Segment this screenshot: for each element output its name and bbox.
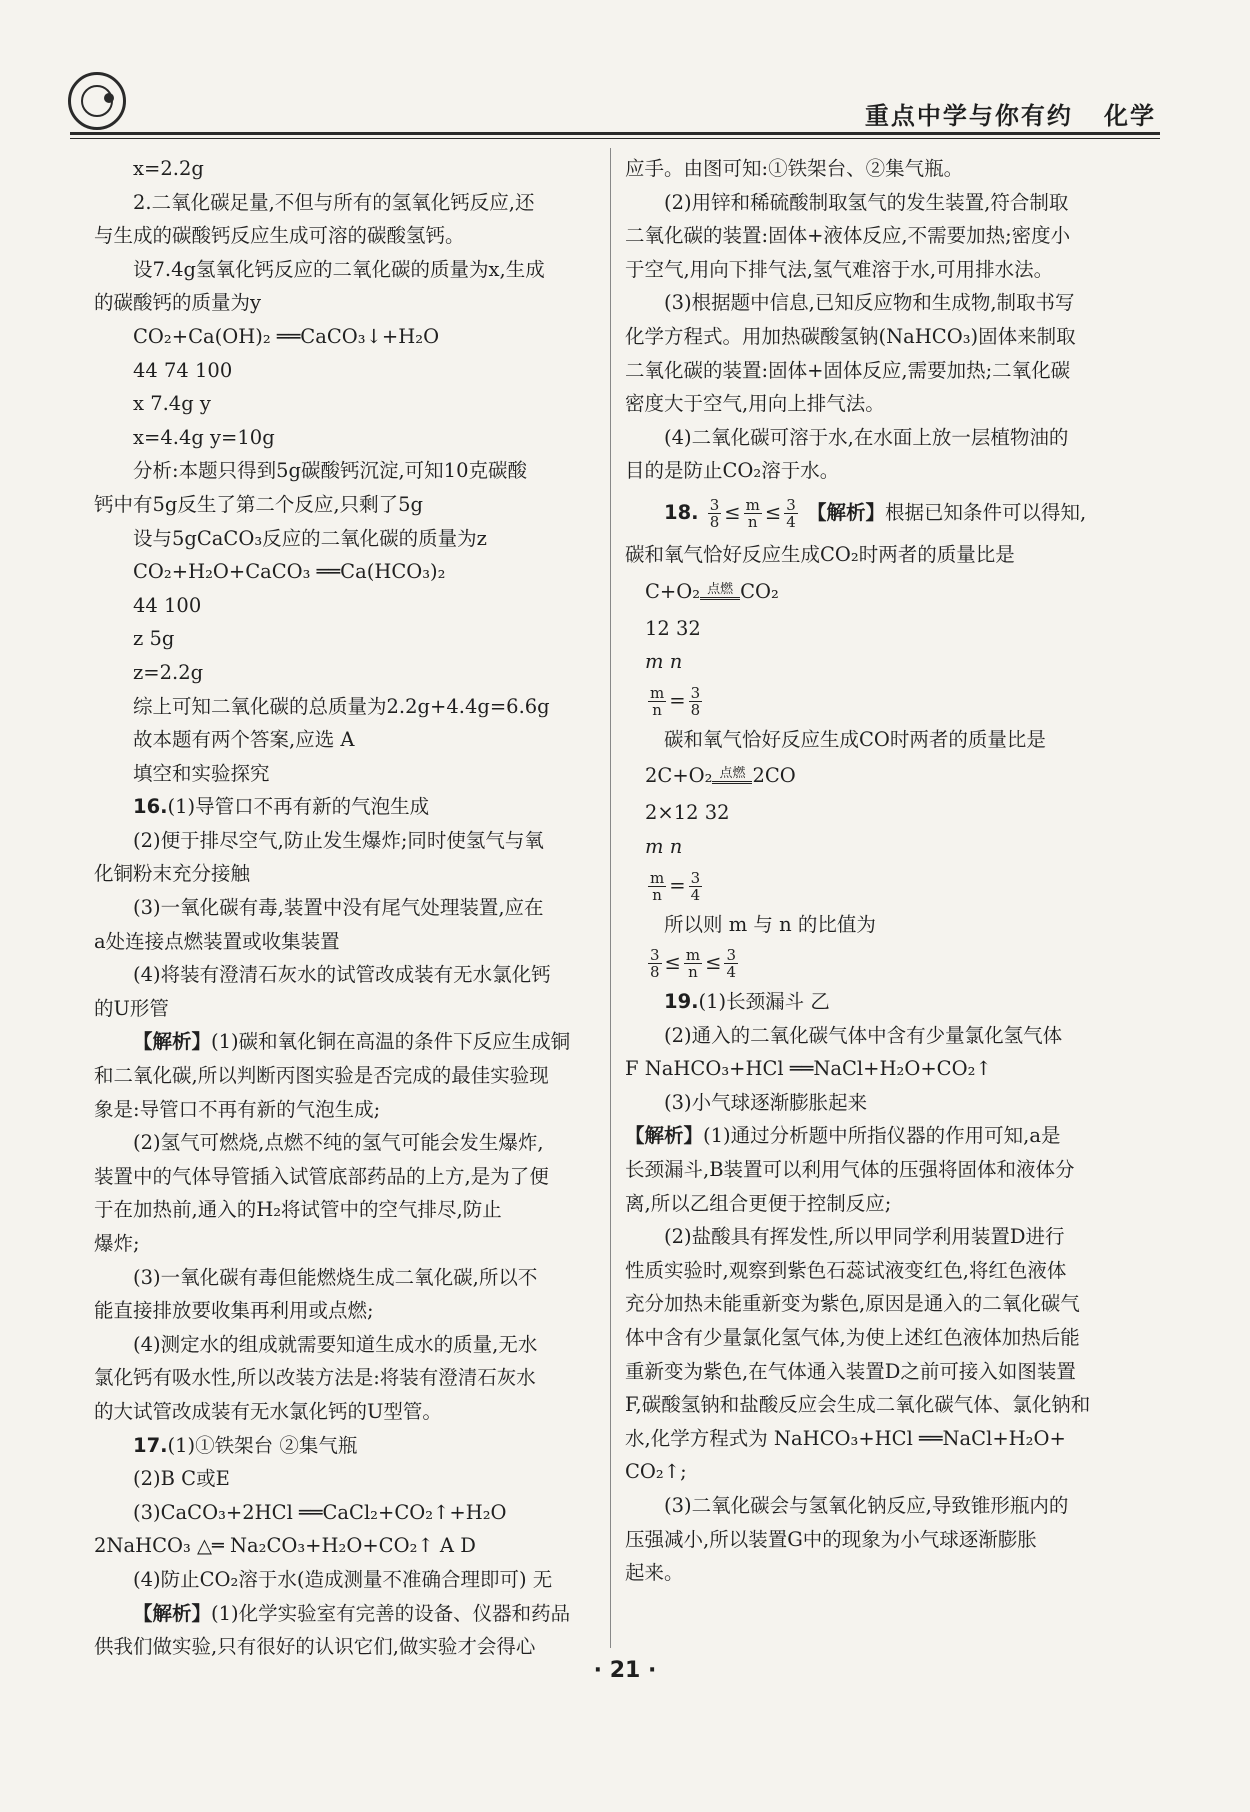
text-line: (4)防止CO₂溶于水(造成测量不准确合理即可) 无 (133, 1567, 553, 1591)
header-rule-thick (70, 132, 1160, 135)
fraction: $\frac{m}{n}$ (745, 495, 760, 531)
text-line: (4)测定水的组成就需要知道生成水的质量,无水 (133, 1332, 538, 1356)
equation: 2C+O₂ 点燃 2CO (645, 764, 796, 788)
variable-row: m n (645, 834, 683, 858)
text-line: 水,化学方程式为 NaHCO₃+HCl ══NaCl+H₂O+ (625, 1426, 1066, 1450)
text-line: (2)通入的二氧化碳气体中含有少量氯化氢气体 (664, 1023, 1063, 1047)
text-line: 分析:本题只得到5g碳酸钙沉淀,可知10克碳酸 (133, 459, 527, 483)
text-line: 二氧化碳的装置:固体+液体反应,不需要加热;密度小 (625, 224, 1071, 248)
text-line: z 5g (133, 627, 175, 651)
page-number: · 21 · (593, 1658, 657, 1683)
text-line: 钙中有5g反生了第二个反应,只剩了5g (94, 492, 423, 516)
text-line: 象是:导管口不再有新的气泡生成; (94, 1097, 381, 1121)
text-line: x 7.4g y (133, 392, 211, 416)
mass-row: 2×12 32 (645, 801, 730, 825)
question-number: 17. (133, 1433, 168, 1457)
text-line: (3)小气球逐渐膨胀起来 (664, 1090, 868, 1114)
text-line: 44 100 (133, 593, 202, 617)
text-line: 的碳酸钙的质量为y (94, 291, 262, 315)
text-line: 爆炸; (94, 1232, 140, 1255)
text-line: CO₂↑; (625, 1460, 687, 1484)
analysis-label: 【解析】 (133, 1601, 212, 1625)
text-line: 于在加热前,通入的H₂将试管中的空气排尽,防止 (94, 1198, 502, 1222)
text-line: CO₂+Ca(OH)₂ ══CaCO₃↓+H₂O (133, 324, 440, 348)
text-line: 碳和氧气恰好反应生成CO₂时两者的质量比是 (625, 542, 1015, 566)
column-divider (610, 148, 611, 1648)
text-line: 长颈漏斗,B装置可以利用气体的压强将固体和液体分 (625, 1158, 1075, 1182)
text-line: (3)二氧化碳会与氢氧化钠反应,导致锥形瓶内的 (664, 1494, 1069, 1517)
text-line: a处连接点燃装置或收集装置 (94, 929, 340, 953)
text-line: 44 74 100 (133, 358, 233, 382)
text-line: F NaHCO₃+HCl ══NaCl+H₂O+CO₂↑ (625, 1057, 992, 1081)
left-column (94, 152, 598, 1664)
ratio-equation: $\frac{m}{n}$ = $\frac{3}{8}$ (650, 683, 701, 719)
fraction: $\frac{3}{8}$ (709, 495, 720, 531)
text-line: 根据已知条件可以得知, (884, 500, 1087, 524)
analysis-line: 【解析】(1)通过分析题中所指仪器的作用可知,a是 (625, 1124, 1061, 1148)
text-line: 2.二氧化碳足量,不但与所有的氢氧化钙反应,还 (133, 190, 535, 214)
text-line: 压强减小,所以装置G中的现象为小气球逐渐膨胀 (625, 1527, 1037, 1551)
text-line: 供我们做实验,只有很好的认识它们,做实验才会得心 (94, 1635, 536, 1659)
text-line: 装置中的气体导管插入试管底部药品的上方,是为了便 (94, 1164, 549, 1188)
text-line: 2NaHCO₃ △═ Na₂CO₃+H₂O+CO₂↑ A D (94, 1534, 476, 1558)
reaction-condition: 点燃 (700, 583, 740, 602)
analysis-label: 【解析】 (625, 1124, 704, 1148)
text-line: 目的是防止CO₂溶于水。 (625, 459, 840, 483)
fraction: $\frac{3}{4}$ (786, 495, 796, 531)
text-line: 起来。 (625, 1561, 684, 1585)
text-line: x=4.4g y=10g (133, 425, 275, 449)
text-line: 重新变为紫色,在气体通入装置D之前可接入如图装置 (625, 1359, 1076, 1383)
ratio-range: $\frac{3}{8}$ ≤ $\frac{m}{n}$ ≤ $\frac{3}{4}$ (650, 946, 737, 982)
equation: C+O₂ 点燃 CO₂ (645, 579, 779, 603)
text-line: (3)根据题中信息,已知反应物和生成物,制取书写 (664, 291, 1075, 315)
text-line: 充分加热未能重新变为紫色,原因是通入的二氧化碳气 (625, 1292, 1080, 1316)
analysis-line: 【解析】(1)化学实验室有完善的设备、仪器和药品 (133, 1601, 571, 1625)
text-line: 离,所以乙组合更便于控制反应; (625, 1191, 892, 1215)
text-line: (3)一氧化碳有毒但能燃烧生成二氧化碳,所以不 (133, 1265, 538, 1289)
reaction-condition: 点燃 (712, 767, 752, 786)
text-line: (2)B C或E (133, 1467, 230, 1491)
text-line: 的大试管改成装有无水氯化钙的U型管。 (94, 1399, 442, 1423)
question-answer-line: 16.(1)导管口不再有新的气泡生成 (133, 795, 430, 819)
text-line: 体中含有少量氯化氢气体,为使上述红色液体加热后能 (625, 1326, 1080, 1350)
text-line: 的U形管 (94, 996, 169, 1020)
q18-number: 18. (664, 500, 699, 524)
text-line: (2)用锌和稀硫酸制取氢气的发生装置,符合制取 (664, 190, 1069, 214)
text-line: CO₂+H₂O+CaCO₃ ══Ca(HCO₃)₂ (133, 560, 446, 584)
text-line: 化学方程式。用加热碳酸氢钠(NaHCO₃)固体来制取 (625, 324, 1076, 348)
text-line: x=2.2g (133, 157, 204, 180)
text-line: 碳和氧气恰好反应生成CO时两者的质量比是 (664, 727, 1046, 751)
publisher-logo-icon (68, 72, 126, 130)
right-column (625, 152, 1149, 1590)
text-line: (4)二氧化碳可溶于水,在水面上放一层植物油的 (664, 425, 1069, 449)
text-line: (3)CaCO₃+2HCl ══CaCl₂+CO₂↑+H₂O (133, 1500, 507, 1524)
text-line: 应手。由图可知:①铁架台、②集气瓶。 (625, 157, 964, 180)
header-rule-thin (70, 138, 1160, 139)
text-line: (2)盐酸具有挥发性,所以甲同学利用装置D进行 (664, 1225, 1065, 1249)
text-line: 密度大于空气,用向上排气法。 (625, 392, 885, 416)
text-line: 综上可知二氧化碳的总质量为2.2g+4.4g=6.6g (133, 694, 550, 718)
text-line: (2)便于排尽空气,防止发生爆炸;同时使氢气与氧 (133, 828, 544, 852)
variable-row: m n (645, 650, 683, 674)
analysis-label: 【解析】 (806, 500, 885, 524)
text-line: 所以则 m 与 n 的比值为 (664, 912, 876, 936)
text-line: 能直接排放要收集再利用或点燃; (94, 1299, 374, 1323)
mass-row: 12 32 (645, 616, 701, 640)
text-line: 故本题有两个答案,应选 A (133, 728, 355, 752)
text-line: F,碳酸氢钠和盐酸反应会生成二氧化碳气体、氯化钠和 (625, 1393, 1091, 1417)
text-line: 于空气,用向下排气法,氢气难溶于水,可用排水法。 (625, 257, 1054, 281)
text-line: 二氧化碳的装置:固体+固体反应,需要加热;二氧化碳 (625, 358, 1071, 382)
analysis-label: 【解析】 (133, 1030, 212, 1054)
text-line: 设与5gCaCO₃反应的二氧化碳的质量为z (133, 526, 487, 550)
question-answer-line: 19.(1)长颈漏斗 乙 (664, 990, 830, 1014)
question-number: 16. (133, 795, 168, 819)
text-line: 和二氧化碳,所以判断丙图实验是否完成的最佳实验现 (94, 1064, 549, 1088)
text-line: 与生成的碳酸钙反应生成可溶的碳酸氢钙。 (94, 224, 465, 248)
text-line: 性质实验时,观察到紫色石蕊试液变红色,将红色液体 (625, 1258, 1067, 1282)
text-line: (3)一氧化碳有毒,装置中没有尾气处理装置,应在 (133, 896, 544, 920)
text-line: 化铜粉末充分接触 (94, 862, 251, 886)
analysis-line: 【解析】(1)碳和氧化铜在高温的条件下反应生成铜 (133, 1030, 571, 1054)
ratio-equation: $\frac{m}{n}$ = $\frac{3}{4}$ (650, 868, 701, 904)
q18-answer-line: 18. $\frac{3}{8}$ ≤ $\frac{m}{n}$ ≤ $\frac{3}{4}$ 【解析】根据已知条件可以得知, (664, 495, 1087, 531)
text-line: (2)氢气可燃烧,点燃不纯的氢气可能会发生爆炸, (133, 1131, 544, 1155)
header-title: 重点中学与你有约 化学 (864, 102, 1156, 130)
text-line: (4)将装有澄清石灰水的试管改成装有无水氯化钙 (133, 963, 551, 987)
text-line: 填空和实验探究 (133, 761, 270, 785)
text-line: z=2.2g (133, 660, 204, 684)
question-number: 19. (664, 990, 699, 1014)
text-line: 氯化钙有吸水性,所以改装方法是:将装有澄清石灰水 (94, 1366, 536, 1390)
question-answer-line: 17.(1)①铁架台 ②集气瓶 (133, 1433, 358, 1457)
text-line: 设7.4g氢氧化钙反应的二氧化碳的质量为x,生成 (133, 257, 545, 281)
